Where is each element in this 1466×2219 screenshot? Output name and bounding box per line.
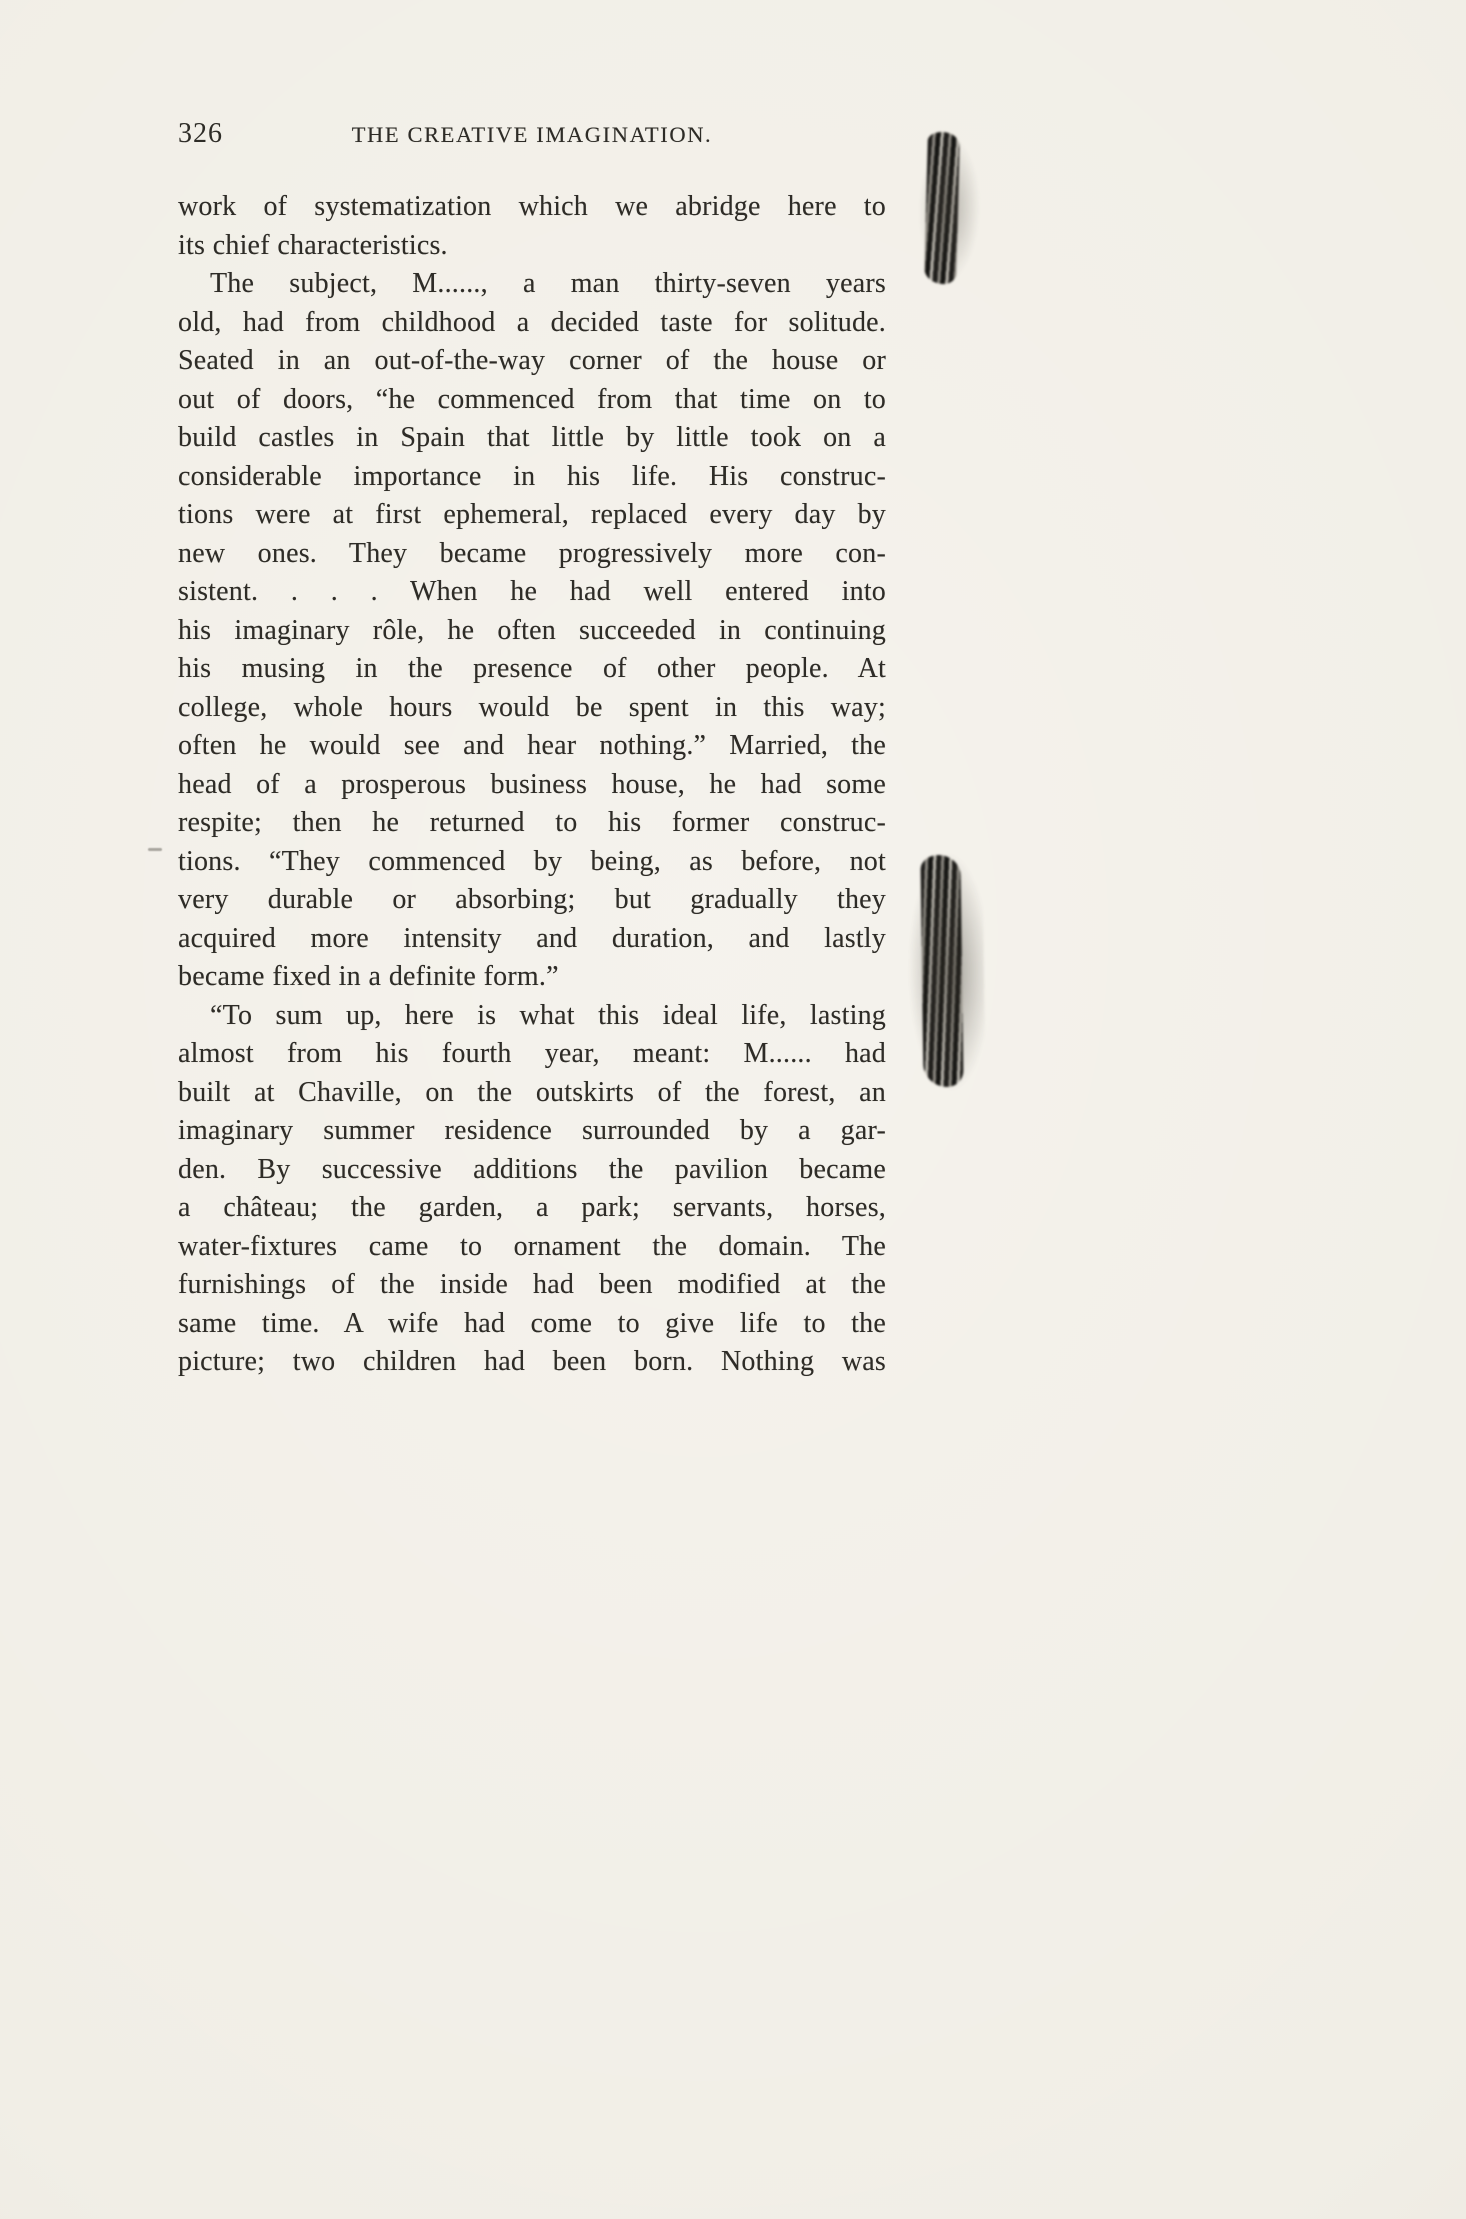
text-line: build castles in Spain that little by little took on a xyxy=(178,422,886,453)
text-line: picture; two children had been born. Nothing was xyxy=(178,1346,886,1377)
text-line: its chief characteristics. xyxy=(178,229,448,261)
text-line: almost from his fourth year, meant: M...... had xyxy=(178,1038,886,1069)
ink-smudge-top xyxy=(924,132,960,285)
text-line: old, had from childhood a decided taste for solitude. xyxy=(178,306,886,338)
text-line: very durable or absorbing; but gradually they xyxy=(178,884,886,915)
text-line: his musing in the presence of other people. At xyxy=(178,653,886,684)
text-line: head of a prosperous business house, he had some xyxy=(178,768,886,800)
text-line: considerable importance in his life. His construc- xyxy=(178,460,886,492)
text-line: a château; the garden, a park; servants, horses, xyxy=(178,1192,886,1223)
text-line: built at Chaville, on the outskirts of the forest, an xyxy=(178,1076,886,1108)
text-line: new ones. They became progressively more con- xyxy=(178,537,886,569)
text-line: became fixed in a definite form.” xyxy=(178,961,559,992)
text-line: “To sum up, here is what this ideal life, lasting xyxy=(210,999,886,1031)
stray-mark xyxy=(148,848,162,851)
ink-smudge-middle xyxy=(920,855,963,1088)
text-line: den. By successive additions the pavilion became xyxy=(178,1153,886,1185)
text-line: college, whole hours would be spent in this way; xyxy=(178,691,886,723)
running-title: THE CREATIVE IMAGINATION. xyxy=(351,122,713,147)
text-line: his imaginary rôle, he often succeeded in continuing xyxy=(178,614,886,646)
text-line: same time. A wife had come to give life to the xyxy=(178,1307,886,1339)
body-text xyxy=(178,188,886,1382)
page-number: 326 xyxy=(178,118,223,149)
text-line: acquired more intensity and duration, and lastly xyxy=(178,922,886,954)
page-header xyxy=(178,118,886,152)
text-line: respite; then he returned to his former construc- xyxy=(178,807,886,838)
text-line: tions were at first ephemeral, replaced every day by xyxy=(178,499,886,530)
text-line: sistent. . . . When he had well entered into xyxy=(178,576,886,607)
text-line: Seated in an out-of-the-way corner of the house or xyxy=(178,345,886,376)
text-line: often he would see and hear nothing.” Married, the xyxy=(178,730,886,761)
text-line: water-fixtures came to ornament the domain. The xyxy=(178,1230,886,1262)
text-line: furnishings of the inside had been modified at the xyxy=(178,1269,886,1300)
text-line: imaginary summer residence surrounded by a gar- xyxy=(178,1115,886,1146)
text-line: out of doors, “he commenced from that time on to xyxy=(178,383,886,415)
text-line: work of systematization which we abridge here to xyxy=(178,191,886,222)
text-line: The subject, M......, a man thirty-seven years xyxy=(210,268,886,299)
text-line: tions. “They commenced by being, as before, not xyxy=(178,845,886,877)
